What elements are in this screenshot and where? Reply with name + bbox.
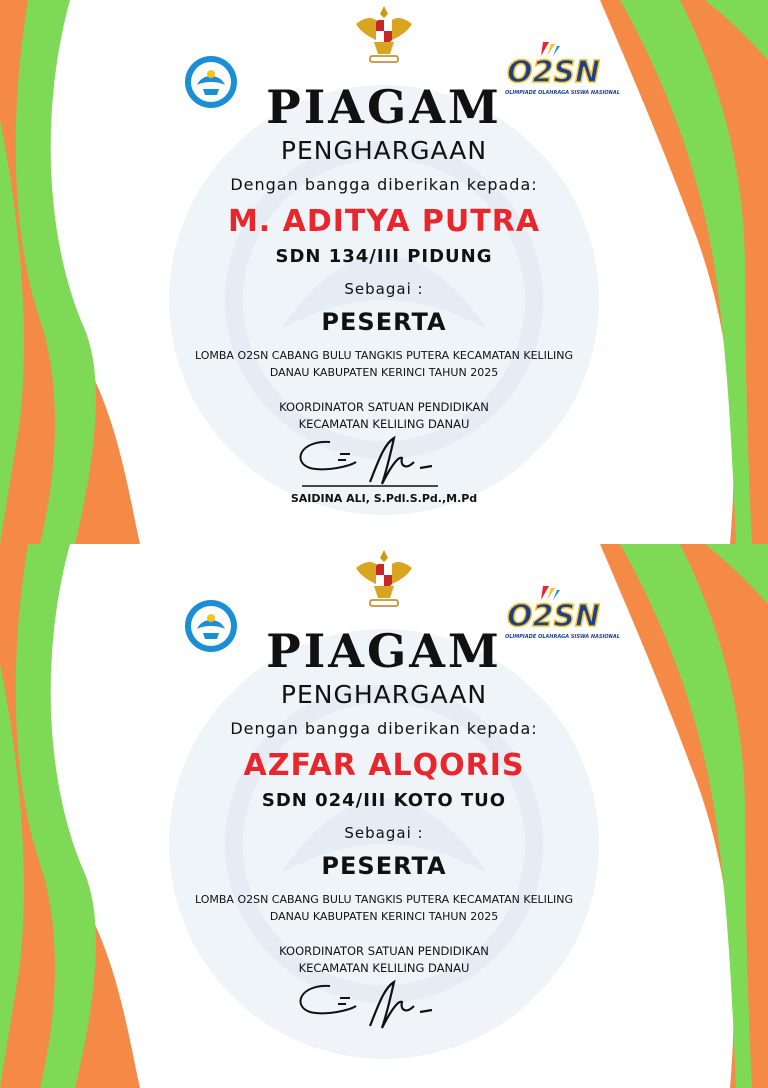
recipient-school: SDN 134/III PIDUNG (275, 246, 493, 267)
o2sn-logo-text: O2SN (507, 55, 601, 86)
coordinator-title (0, 943, 768, 977)
event-description-line-1: LOMBA O2SN CABANG BULU TANGKIS PUTERA KECAMATAN KELILING (194, 349, 574, 362)
o2sn-logo-subtitle: OLIMPIADE OLAHRAGA SISWA NASIONAL (505, 634, 620, 640)
given-to-text: Dengan bangga diberikan kepada: (230, 175, 538, 194)
o2sn-logo-subtitle: OLIMPIADE OLAHRAGA SISWA NASIONAL (505, 90, 620, 96)
event-description-line-1: LOMBA O2SN CABANG BULU TANGKIS PUTERA KECAMATAN KELILING (194, 893, 574, 906)
coordinator-title-line-2: KECAMATAN KELILING DANAU (298, 417, 470, 431)
recipient-school: SDN 024/III KOTO TUO (261, 790, 507, 811)
coordinator-title-line-1: KOORDINATOR SATUAN PENDIDIKAN (279, 400, 489, 414)
o2sn-logo-text: O2SN (507, 599, 601, 630)
event-description-line-2: DANAU KABUPATEN KERINCI TAHUN 2025 (269, 910, 499, 923)
coordinator-title-line-1: KOORDINATOR SATUAN PENDIDIKAN (279, 944, 489, 958)
signature-icon (290, 432, 450, 492)
given-to-text: Dengan bangga diberikan kepada: (230, 719, 538, 738)
certificate-title: PIAGAM (266, 80, 502, 134)
event-description-line-2: DANAU KABUPATEN KERINCI TAHUN 2025 (269, 366, 499, 379)
certificate-subtitle: PENGHARGAAN (280, 680, 488, 709)
certificate-2 (0, 544, 768, 1088)
garuda-emblem-icon (352, 2, 416, 66)
certificate-title: PIAGAM (266, 624, 502, 678)
signature-icon (290, 976, 450, 1036)
recipient-name: AZFAR ALQORIS (243, 748, 525, 783)
certificate-subtitle: PENGHARGAAN (280, 136, 488, 165)
event-description (0, 347, 768, 381)
recipient-name: M. ADITYA PUTRA (227, 204, 541, 239)
coordinator-title-line-2: KECAMATAN KELILING DANAU (298, 961, 470, 975)
garuda-emblem-icon (352, 546, 416, 610)
coordinator-title (0, 399, 768, 433)
recipient-role: PESERTA (321, 308, 447, 336)
as-label: Sebagai : (344, 824, 424, 842)
signer-name: SAIDINA ALI, S.Pdl.S.Pd.,M.Pd (290, 492, 478, 505)
event-description (0, 891, 768, 925)
recipient-role: PESERTA (321, 852, 447, 880)
as-label: Sebagai : (344, 280, 424, 298)
